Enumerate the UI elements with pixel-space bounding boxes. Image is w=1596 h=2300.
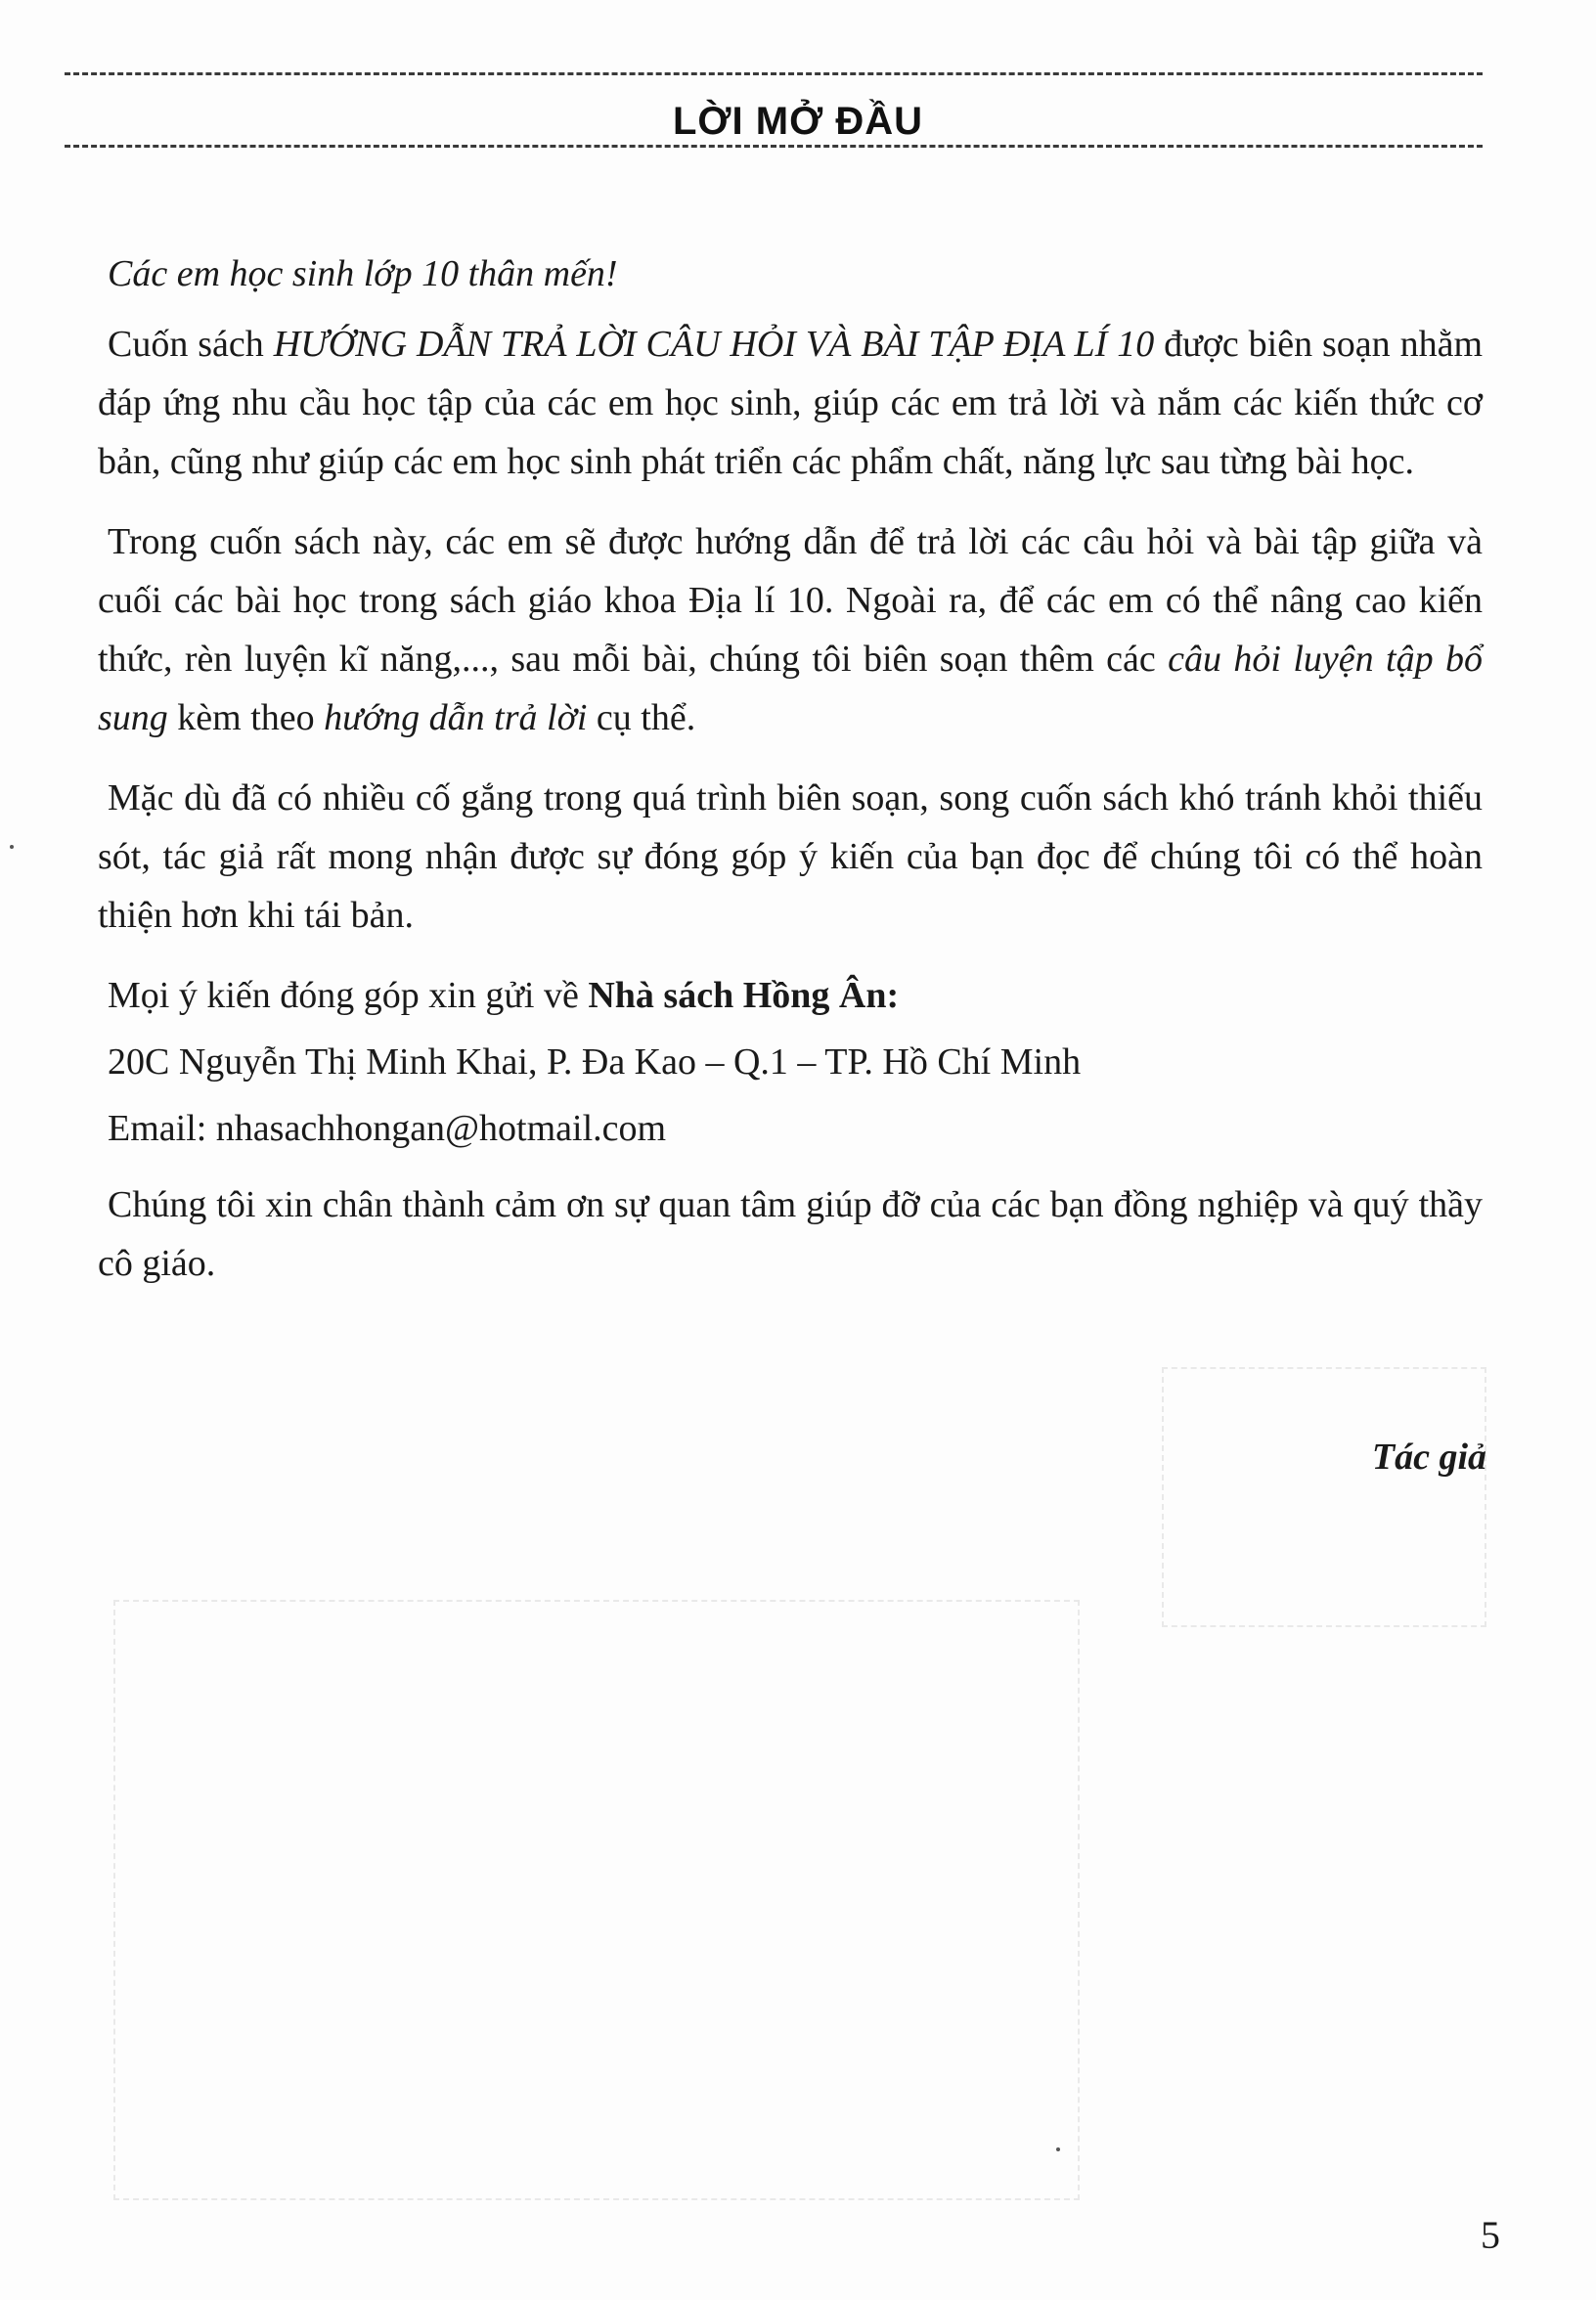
paragraph-feedback: Mặc dù đã có nhiều cố gắng trong quá trình biên soạn, song cuốn sách khó tránh khỏi thiếu sót, tác giả rất mong nhận được sự đóng góp ý kiến của bạn đọc để chúng tôi có thể hoàn thiện hơn khi tái bản. — [98, 777, 1483, 936]
ink-speck — [1056, 2147, 1060, 2151]
book-title: HƯỚNG DẪN TRẢ LỜI CÂU HỎI VÀ BÀI TẬP ĐỊA LÍ 10 — [273, 324, 1155, 365]
paragraph-thanks: Chúng tôi xin chân thành cảm ơn sự quan tâm giúp đỡ của các bạn đồng nghiệp và quý thầy cô giáo. — [98, 1184, 1483, 1284]
publisher-name: Nhà sách Hồng Ân: — [588, 975, 900, 1016]
emphasis-text: hướng dẫn trả lời — [324, 697, 588, 738]
contact-intro-text: Mọi ý kiến đóng góp xin gửi về — [108, 975, 589, 1016]
preface-body — [98, 244, 1483, 1293]
contact-intro — [108, 966, 1483, 1025]
show-through-box — [113, 1600, 1080, 2200]
paragraph-text: cụ thể. — [587, 697, 696, 738]
paragraph-text: kèm theo — [167, 697, 325, 738]
ink-speck — [10, 845, 14, 849]
paragraph-text: Cuốn sách — [108, 324, 274, 365]
emphasis-text: câu hỏi luyện tập bổ sung — [98, 639, 1483, 738]
header-rule-bottom — [65, 145, 1483, 148]
author-signature: Tác giả — [1371, 1437, 1486, 1478]
contact-email: Email: nhasachhongan@hotmail.com — [108, 1108, 667, 1149]
show-through-box — [1162, 1367, 1486, 1627]
header-rule-top — [65, 72, 1483, 75]
contact-address: 20C Nguyễn Thị Minh Khai, P. Đa Kao – Q.1 – TP. Hồ Chí Minh — [108, 1041, 1082, 1083]
paragraph-text: Trong cuốn sách này, các em sẽ được hướng dẫn để trả lời các câu hỏi và bài tập giữa và cuối các bài học trong sách giáo khoa Địa lí 10. Ngoài ra, để các em có thể nâng cao kiến thức, rèn luyện kĩ năng,..., sau mỗi bài, chúng tôi biên soạn thêm các — [98, 521, 1483, 680]
paragraph-content — [98, 512, 1483, 747]
page-number: 5 — [1481, 2213, 1500, 2257]
greeting: Các em học sinh lớp 10 thân mến! — [108, 253, 618, 294]
paragraph-intro — [98, 315, 1483, 491]
paragraph-text: được biên soạn nhằm đáp ứng nhu cầu học tập của các em học sinh, giúp các em trả lời và nắm các kiến thức cơ bản, cũng như giúp các em học sinh phát triển các phẩm chất, năng lực sau từng bài học. — [98, 324, 1484, 482]
page-title: LỜI MỞ ĐẦU — [673, 100, 923, 143]
